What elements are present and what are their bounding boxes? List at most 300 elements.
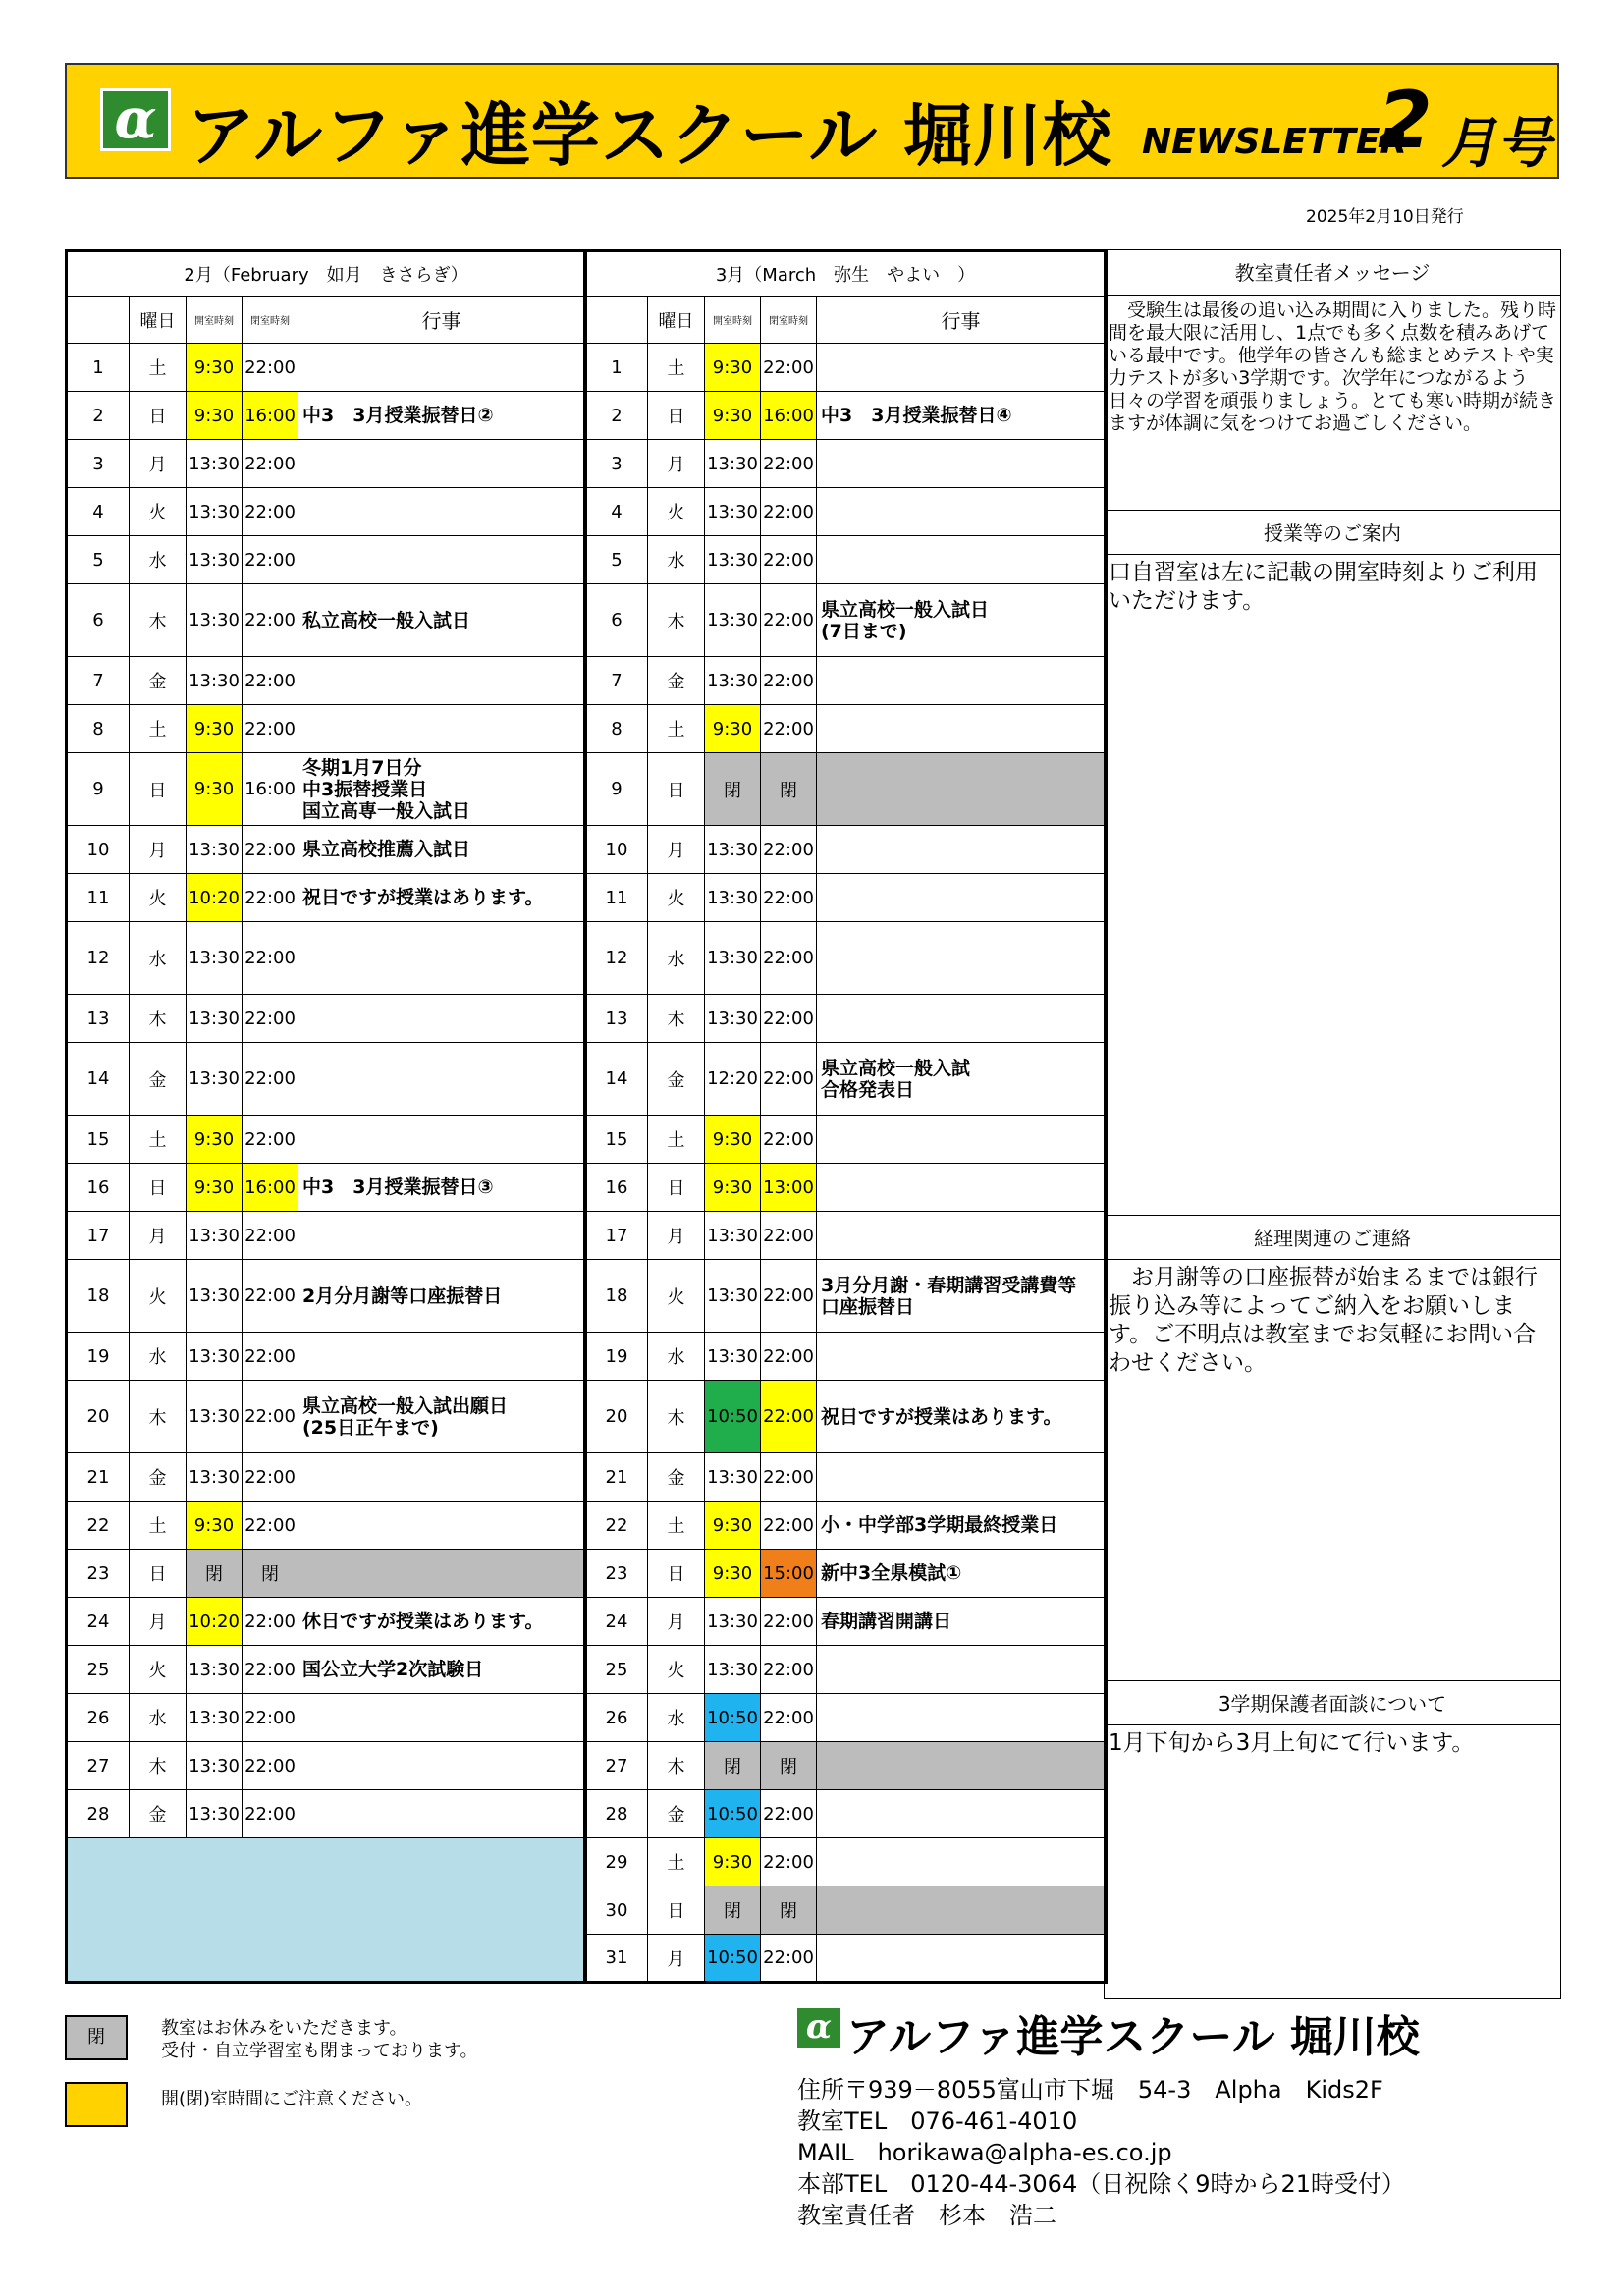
day-number: 14	[67, 1043, 130, 1116]
calendar-row	[585, 1646, 1107, 1694]
close-time-cell: 22:00	[761, 488, 817, 536]
closed-legend-line-1: 教室はお休みをいただきます。	[161, 2018, 407, 2039]
day-number: 20	[67, 1381, 130, 1453]
close-time-cell: 22:00	[243, 488, 298, 536]
open-time-cell: 13:30	[187, 1381, 243, 1453]
close-time-cell: 22:00	[761, 1212, 817, 1260]
weekday-cell: 金	[130, 1790, 187, 1838]
alpha-logo-icon: α	[100, 88, 171, 151]
open-time-cell: 13:30	[705, 874, 761, 922]
event-cell	[298, 1502, 586, 1550]
open-time-cell: 13:30	[187, 657, 243, 705]
weekday-cell: 水	[648, 536, 705, 584]
close-time-cell: 16:00	[243, 392, 298, 440]
weekday-cell: 水	[648, 922, 705, 995]
open-time-cell: 13:30	[705, 488, 761, 536]
weekday-cell: 月	[648, 440, 705, 488]
weekday-cell: 金	[648, 1790, 705, 1838]
open-time-cell: 12:20	[705, 1043, 761, 1116]
calendar-row	[67, 705, 586, 753]
closed-legend-text	[161, 2017, 478, 2062]
event-cell: 新中3全県模試①	[817, 1550, 1107, 1598]
event-cell	[817, 922, 1107, 995]
close-time-cell: 22:00	[761, 1453, 817, 1502]
day-number: 25	[585, 1646, 648, 1694]
day-number: 8	[67, 705, 130, 753]
event-cell	[817, 995, 1107, 1043]
event-cell: 2月分月謝等口座振替日	[298, 1260, 586, 1333]
event-cell	[298, 1212, 586, 1260]
close-time-cell: 22:00	[243, 440, 298, 488]
event-cell	[817, 440, 1107, 488]
close-time-cell: 閉	[243, 1550, 298, 1598]
weekday-cell: 月	[130, 440, 187, 488]
month-number: 2	[1378, 75, 1433, 166]
event-cell: 休日ですが授業はあります。	[298, 1598, 586, 1646]
close-time-cell: 22:00	[243, 657, 298, 705]
calendar-row	[585, 1598, 1107, 1646]
interview-body: 1月下旬から3月上旬にて行います。	[1109, 1730, 1475, 1756]
open-time-cell: 10:50	[705, 1694, 761, 1742]
open-time-cell: 9:30	[705, 1116, 761, 1164]
calendar-row	[585, 344, 1107, 392]
day-number: 15	[67, 1116, 130, 1164]
calendar-row	[585, 995, 1107, 1043]
close-time-cell: 22:00	[243, 1502, 298, 1550]
event-cell	[817, 536, 1107, 584]
calendar-row	[67, 488, 586, 536]
weekday-cell: 水	[648, 1694, 705, 1742]
day-number: 18	[67, 1260, 130, 1333]
day-number: 27	[67, 1742, 130, 1790]
day-number: 13	[67, 995, 130, 1043]
day-number: 26	[585, 1694, 648, 1742]
open-time-cell: 13:30	[187, 1742, 243, 1790]
event-cell	[817, 1935, 1107, 1983]
calendar-row	[67, 1646, 586, 1694]
open-time-cell: 13:30	[705, 536, 761, 584]
weekday-cell: 火	[130, 1646, 187, 1694]
calendar-row	[67, 1502, 586, 1550]
weekday-header: 曜日	[648, 297, 705, 344]
footer-manager: 教室責任者 杉本 浩二	[797, 2202, 1056, 2229]
weekday-cell: 火	[648, 1260, 705, 1333]
open-time-cell: 9:30	[705, 392, 761, 440]
calendar-row	[67, 1453, 586, 1502]
weekday-cell: 火	[648, 488, 705, 536]
event-cell	[298, 1116, 586, 1164]
close-time-cell: 22:00	[761, 440, 817, 488]
close-time-cell: 22:00	[761, 344, 817, 392]
close-time-cell: 22:00	[761, 995, 817, 1043]
calendar-row	[67, 753, 586, 826]
weekday-cell: 土	[648, 1116, 705, 1164]
day-number: 18	[585, 1260, 648, 1333]
calendar-row	[585, 1043, 1107, 1116]
classes-title: 授業等のご案内	[1105, 510, 1560, 555]
event-cell	[817, 1838, 1107, 1886]
calendar-row	[585, 1694, 1107, 1742]
interview-title: 3学期保護者面談について	[1105, 1680, 1560, 1725]
weekday-cell: 日	[130, 392, 187, 440]
filler-block	[67, 1838, 586, 1983]
open-time-cell: 10:50	[705, 1935, 761, 1983]
accounting-title: 経理関連のご連絡	[1105, 1215, 1560, 1260]
weekday-cell: 日	[648, 392, 705, 440]
close-time-cell: 16:00	[243, 1164, 298, 1212]
close-time-cell: 閉	[761, 753, 817, 826]
day-number: 28	[585, 1790, 648, 1838]
event-cell	[817, 1116, 1107, 1164]
event-cell	[817, 1164, 1107, 1212]
close-time-cell: 22:00	[243, 1598, 298, 1646]
calendar-row	[67, 344, 586, 392]
calendar-row	[585, 1164, 1107, 1212]
open-time-cell: 13:30	[187, 440, 243, 488]
weekday-cell: 火	[648, 874, 705, 922]
weekday-cell: 月	[648, 826, 705, 874]
weekday-cell: 土	[130, 1502, 187, 1550]
close-time-cell: 22:00	[243, 1212, 298, 1260]
day-number: 28	[67, 1790, 130, 1838]
event-cell: 県立高校一般入試出願日 (25日正午まで)	[298, 1381, 586, 1453]
event-cell	[817, 753, 1107, 826]
calendar-row	[67, 1164, 586, 1212]
classes-body: 口自習室は左に記載の開室時刻よりご利用いただけます。	[1109, 560, 1538, 614]
day-number: 13	[585, 995, 648, 1043]
day-number: 16	[585, 1164, 648, 1212]
open-time-cell: 9:30	[705, 1502, 761, 1550]
close-time-cell: 22:00	[243, 1260, 298, 1333]
day-number: 1	[585, 344, 648, 392]
event-cell	[298, 1453, 586, 1502]
open-time-cell: 13:30	[187, 1333, 243, 1381]
day-number: 6	[585, 584, 648, 657]
footer-address: 住所〒939－8055富山市下堀 54-3 Alpha Kids2F	[797, 2076, 1383, 2104]
close-time-cell: 22:00	[243, 922, 298, 995]
event-cell	[298, 1790, 586, 1838]
close-time-cell: 16:00	[761, 392, 817, 440]
weekday-cell: 木	[130, 1381, 187, 1453]
weekday-cell: 日	[648, 753, 705, 826]
day-number: 16	[67, 1164, 130, 1212]
calendar-row	[67, 1550, 586, 1598]
event-cell	[817, 1646, 1107, 1694]
close-time-cell: 22:00	[761, 1116, 817, 1164]
february-calendar	[65, 249, 587, 1984]
event-cell	[817, 1333, 1107, 1381]
event-cell	[298, 1742, 586, 1790]
weekday-cell: 金	[648, 1043, 705, 1116]
footer-mail: MAIL horikawa@alpha-es.co.jp	[797, 2139, 1172, 2166]
weekday-cell: 火	[130, 874, 187, 922]
open-time-cell: 9:30	[187, 344, 243, 392]
weekday-cell: 土	[648, 344, 705, 392]
calendar-row	[67, 1381, 586, 1453]
day-number: 4	[67, 488, 130, 536]
open-time-cell: 13:30	[187, 1260, 243, 1333]
close-time-cell: 22:00	[761, 584, 817, 657]
close-time-cell: 22:00	[761, 1790, 817, 1838]
weekday-header: 曜日	[130, 297, 187, 344]
march-title: 3月（March 弥生 やよい ）	[585, 251, 1107, 297]
open-time-cell: 13:30	[705, 584, 761, 657]
calendar-row	[585, 1212, 1107, 1260]
open-time-cell: 13:30	[705, 1598, 761, 1646]
close-time-cell: 22:00	[243, 584, 298, 657]
events-header: 行事	[298, 297, 586, 344]
weekday-cell: 木	[648, 1381, 705, 1453]
close-time-cell: 22:00	[761, 1838, 817, 1886]
weekday-cell: 金	[130, 1043, 187, 1116]
close-time-cell: 22:00	[243, 874, 298, 922]
open-time-cell: 9:30	[705, 1164, 761, 1212]
calendar-row	[585, 1886, 1107, 1935]
event-cell	[298, 1694, 586, 1742]
event-cell: 小・中学部3学期最終授業日	[817, 1502, 1107, 1550]
open-time-cell: 9:30	[705, 1838, 761, 1886]
weekday-cell: 月	[648, 1598, 705, 1646]
event-cell	[817, 1212, 1107, 1260]
calendar-row	[585, 753, 1107, 826]
weekday-cell: 土	[130, 344, 187, 392]
event-cell	[817, 344, 1107, 392]
day-number: 6	[67, 584, 130, 657]
event-cell	[298, 1333, 586, 1381]
close-time-cell: 22:00	[761, 1598, 817, 1646]
school-name: アルファ進学スクール 堀川校	[187, 95, 1112, 176]
close-time-cell: 13:00	[761, 1164, 817, 1212]
day-header	[67, 297, 130, 344]
weekday-cell: 木	[648, 1742, 705, 1790]
day-number: 25	[67, 1646, 130, 1694]
day-number: 23	[67, 1550, 130, 1598]
day-number: 4	[585, 488, 648, 536]
open-time-header: 開室時刻	[187, 297, 243, 344]
weekday-cell: 月	[648, 1212, 705, 1260]
day-number: 29	[585, 1838, 648, 1886]
close-time-cell: 22:00	[761, 1935, 817, 1983]
calendar-row	[585, 1550, 1107, 1598]
close-time-cell: 22:00	[761, 1260, 817, 1333]
calendar-row	[67, 1212, 586, 1260]
calendar-row	[67, 826, 586, 874]
calendar-row	[67, 1043, 586, 1116]
weekday-cell: 金	[130, 1453, 187, 1502]
weekday-cell: 土	[130, 1116, 187, 1164]
day-number: 1	[67, 344, 130, 392]
day-number: 5	[67, 536, 130, 584]
open-time-cell: 閉	[705, 1886, 761, 1935]
event-cell	[817, 1790, 1107, 1838]
event-cell: 3月分月謝・春期講習受講費等 口座振替日	[817, 1260, 1107, 1333]
weekday-cell: 水	[130, 1694, 187, 1742]
time-legend-swatch	[65, 2082, 128, 2127]
event-cell	[817, 1886, 1107, 1935]
event-cell	[298, 488, 586, 536]
calendar-row	[585, 826, 1107, 874]
open-time-cell: 13:30	[705, 922, 761, 995]
close-time-cell: 22:00	[243, 1333, 298, 1381]
weekday-cell: 土	[648, 1502, 705, 1550]
weekday-cell: 水	[130, 536, 187, 584]
close-time-cell: 22:00	[243, 1790, 298, 1838]
open-time-cell: 13:30	[705, 1646, 761, 1694]
close-time-cell: 22:00	[761, 874, 817, 922]
accounting-body: お月謝等の口座振替が始まるまでは銀行振り込み等によってご納入をお願いします。ご不明点は教室までお気軽にお問い合わせください。	[1109, 1265, 1538, 1376]
close-time-cell: 閉	[761, 1742, 817, 1790]
day-number: 9	[67, 753, 130, 826]
open-time-cell: 閉	[705, 1742, 761, 1790]
closed-legend-line-2: 受付・自立学習室も閉まっております。	[161, 2041, 478, 2061]
close-time-cell: 22:00	[761, 1333, 817, 1381]
open-time-cell: 閉	[187, 1550, 243, 1598]
calendar-row	[585, 705, 1107, 753]
weekday-cell: 日	[648, 1164, 705, 1212]
calendar-row	[67, 440, 586, 488]
footer-hq-tel: 本部TEL 0120-44-3064（日祝除く9時から21時受付）	[797, 2170, 1406, 2198]
open-time-cell: 13:30	[705, 826, 761, 874]
close-time-cell: 22:00	[243, 705, 298, 753]
info-panel	[1104, 249, 1561, 1999]
open-time-cell: 9:30	[187, 1116, 243, 1164]
footer-alpha-logo-icon: α	[797, 2008, 840, 2048]
close-time-cell: 15:00	[761, 1550, 817, 1598]
newsletter-label: NEWSLETTER	[1142, 122, 1408, 162]
month-suffix: 月号	[1441, 112, 1551, 176]
day-number: 3	[585, 440, 648, 488]
events-header: 行事	[817, 297, 1107, 344]
event-cell: 中3 3月授業振替日②	[298, 392, 586, 440]
weekday-cell: 木	[130, 1742, 187, 1790]
close-time-cell: 閉	[761, 1886, 817, 1935]
day-number: 10	[585, 826, 648, 874]
weekday-cell: 日	[130, 1550, 187, 1598]
open-time-cell: 9:30	[187, 753, 243, 826]
event-cell	[817, 874, 1107, 922]
calendar-row	[67, 1598, 586, 1646]
day-number: 24	[67, 1598, 130, 1646]
close-time-cell: 22:00	[761, 1694, 817, 1742]
close-time-cell: 22:00	[243, 536, 298, 584]
open-time-cell: 13:30	[705, 440, 761, 488]
calendar-row	[67, 1790, 586, 1838]
message-title: 教室責任者メッセージ	[1105, 250, 1560, 296]
open-time-header: 開室時刻	[705, 297, 761, 344]
open-time-cell: 13:30	[187, 1043, 243, 1116]
close-time-cell: 22:00	[243, 1646, 298, 1694]
day-number: 21	[585, 1453, 648, 1502]
day-number: 12	[67, 922, 130, 995]
day-number: 14	[585, 1043, 648, 1116]
calendar-row	[585, 1790, 1107, 1838]
open-time-cell: 13:30	[705, 1453, 761, 1502]
day-number: 11	[585, 874, 648, 922]
day-number: 24	[585, 1598, 648, 1646]
calendar-row	[585, 1116, 1107, 1164]
open-time-cell: 13:30	[187, 1694, 243, 1742]
day-number: 17	[585, 1212, 648, 1260]
close-time-header: 閉室時刻	[243, 297, 298, 344]
close-time-cell: 22:00	[761, 922, 817, 995]
close-time-cell: 22:00	[761, 1646, 817, 1694]
open-time-cell: 13:30	[187, 1453, 243, 1502]
day-number: 19	[585, 1333, 648, 1381]
calendar-row	[67, 1333, 586, 1381]
weekday-cell: 月	[130, 1212, 187, 1260]
weekday-cell: 金	[648, 657, 705, 705]
event-cell	[298, 1043, 586, 1116]
closed-legend-swatch: 閉	[65, 2015, 128, 2060]
weekday-cell: 土	[648, 705, 705, 753]
weekday-cell: 水	[648, 1333, 705, 1381]
open-time-cell: 10:50	[705, 1790, 761, 1838]
event-cell: 私立高校一般入試日	[298, 584, 586, 657]
weekday-cell: 木	[130, 995, 187, 1043]
close-time-cell: 22:00	[761, 1502, 817, 1550]
close-time-cell: 22:00	[243, 1742, 298, 1790]
open-time-cell: 13:30	[705, 1212, 761, 1260]
close-time-cell: 22:00	[243, 1116, 298, 1164]
weekday-cell: 日	[648, 1550, 705, 1598]
weekday-cell: 火	[648, 1646, 705, 1694]
newsletter-header	[65, 63, 1559, 179]
open-time-cell: 13:30	[705, 1260, 761, 1333]
day-number: 23	[585, 1550, 648, 1598]
calendar-row	[67, 584, 586, 657]
event-cell	[817, 1453, 1107, 1502]
open-time-cell: 9:30	[705, 705, 761, 753]
calendar-row	[67, 874, 586, 922]
weekday-cell: 月	[130, 826, 187, 874]
day-number: 7	[67, 657, 130, 705]
calendar-row	[585, 922, 1107, 995]
close-time-cell: 16:00	[243, 753, 298, 826]
day-number: 2	[67, 392, 130, 440]
day-number: 21	[67, 1453, 130, 1502]
open-time-cell: 13:30	[187, 826, 243, 874]
event-cell: 春期講習開講日	[817, 1598, 1107, 1646]
february-title: 2月（February 如月 きさらぎ）	[67, 251, 586, 297]
weekday-cell: 水	[130, 922, 187, 995]
open-time-cell: 10:20	[187, 874, 243, 922]
open-time-cell: 13:30	[705, 995, 761, 1043]
footer-school-name: アルファ進学スクール 堀川校	[846, 2012, 1420, 2062]
day-number: 12	[585, 922, 648, 995]
event-cell	[298, 922, 586, 995]
weekday-cell: 土	[130, 705, 187, 753]
weekday-cell: 金	[648, 1453, 705, 1502]
weekday-cell: 月	[648, 1935, 705, 1983]
open-time-cell: 閉	[705, 753, 761, 826]
open-time-cell: 10:50	[705, 1381, 761, 1453]
weekday-cell: 火	[130, 1260, 187, 1333]
day-number: 19	[67, 1333, 130, 1381]
day-number: 3	[67, 440, 130, 488]
calendar-row	[585, 536, 1107, 584]
day-number: 31	[585, 1935, 648, 1983]
weekday-cell: 日	[130, 1164, 187, 1212]
open-time-cell: 13:30	[187, 1790, 243, 1838]
open-time-cell: 13:30	[187, 1212, 243, 1260]
event-cell: 冬期1月7日分 中3振替授業日 国立高専一般入試日	[298, 753, 586, 826]
event-cell: 祝日ですが授業はあります。	[298, 874, 586, 922]
weekday-cell: 月	[130, 1598, 187, 1646]
calendar-row	[585, 1260, 1107, 1333]
weekday-cell: 木	[648, 584, 705, 657]
open-time-cell: 10:20	[187, 1598, 243, 1646]
close-time-cell: 22:00	[243, 1043, 298, 1116]
